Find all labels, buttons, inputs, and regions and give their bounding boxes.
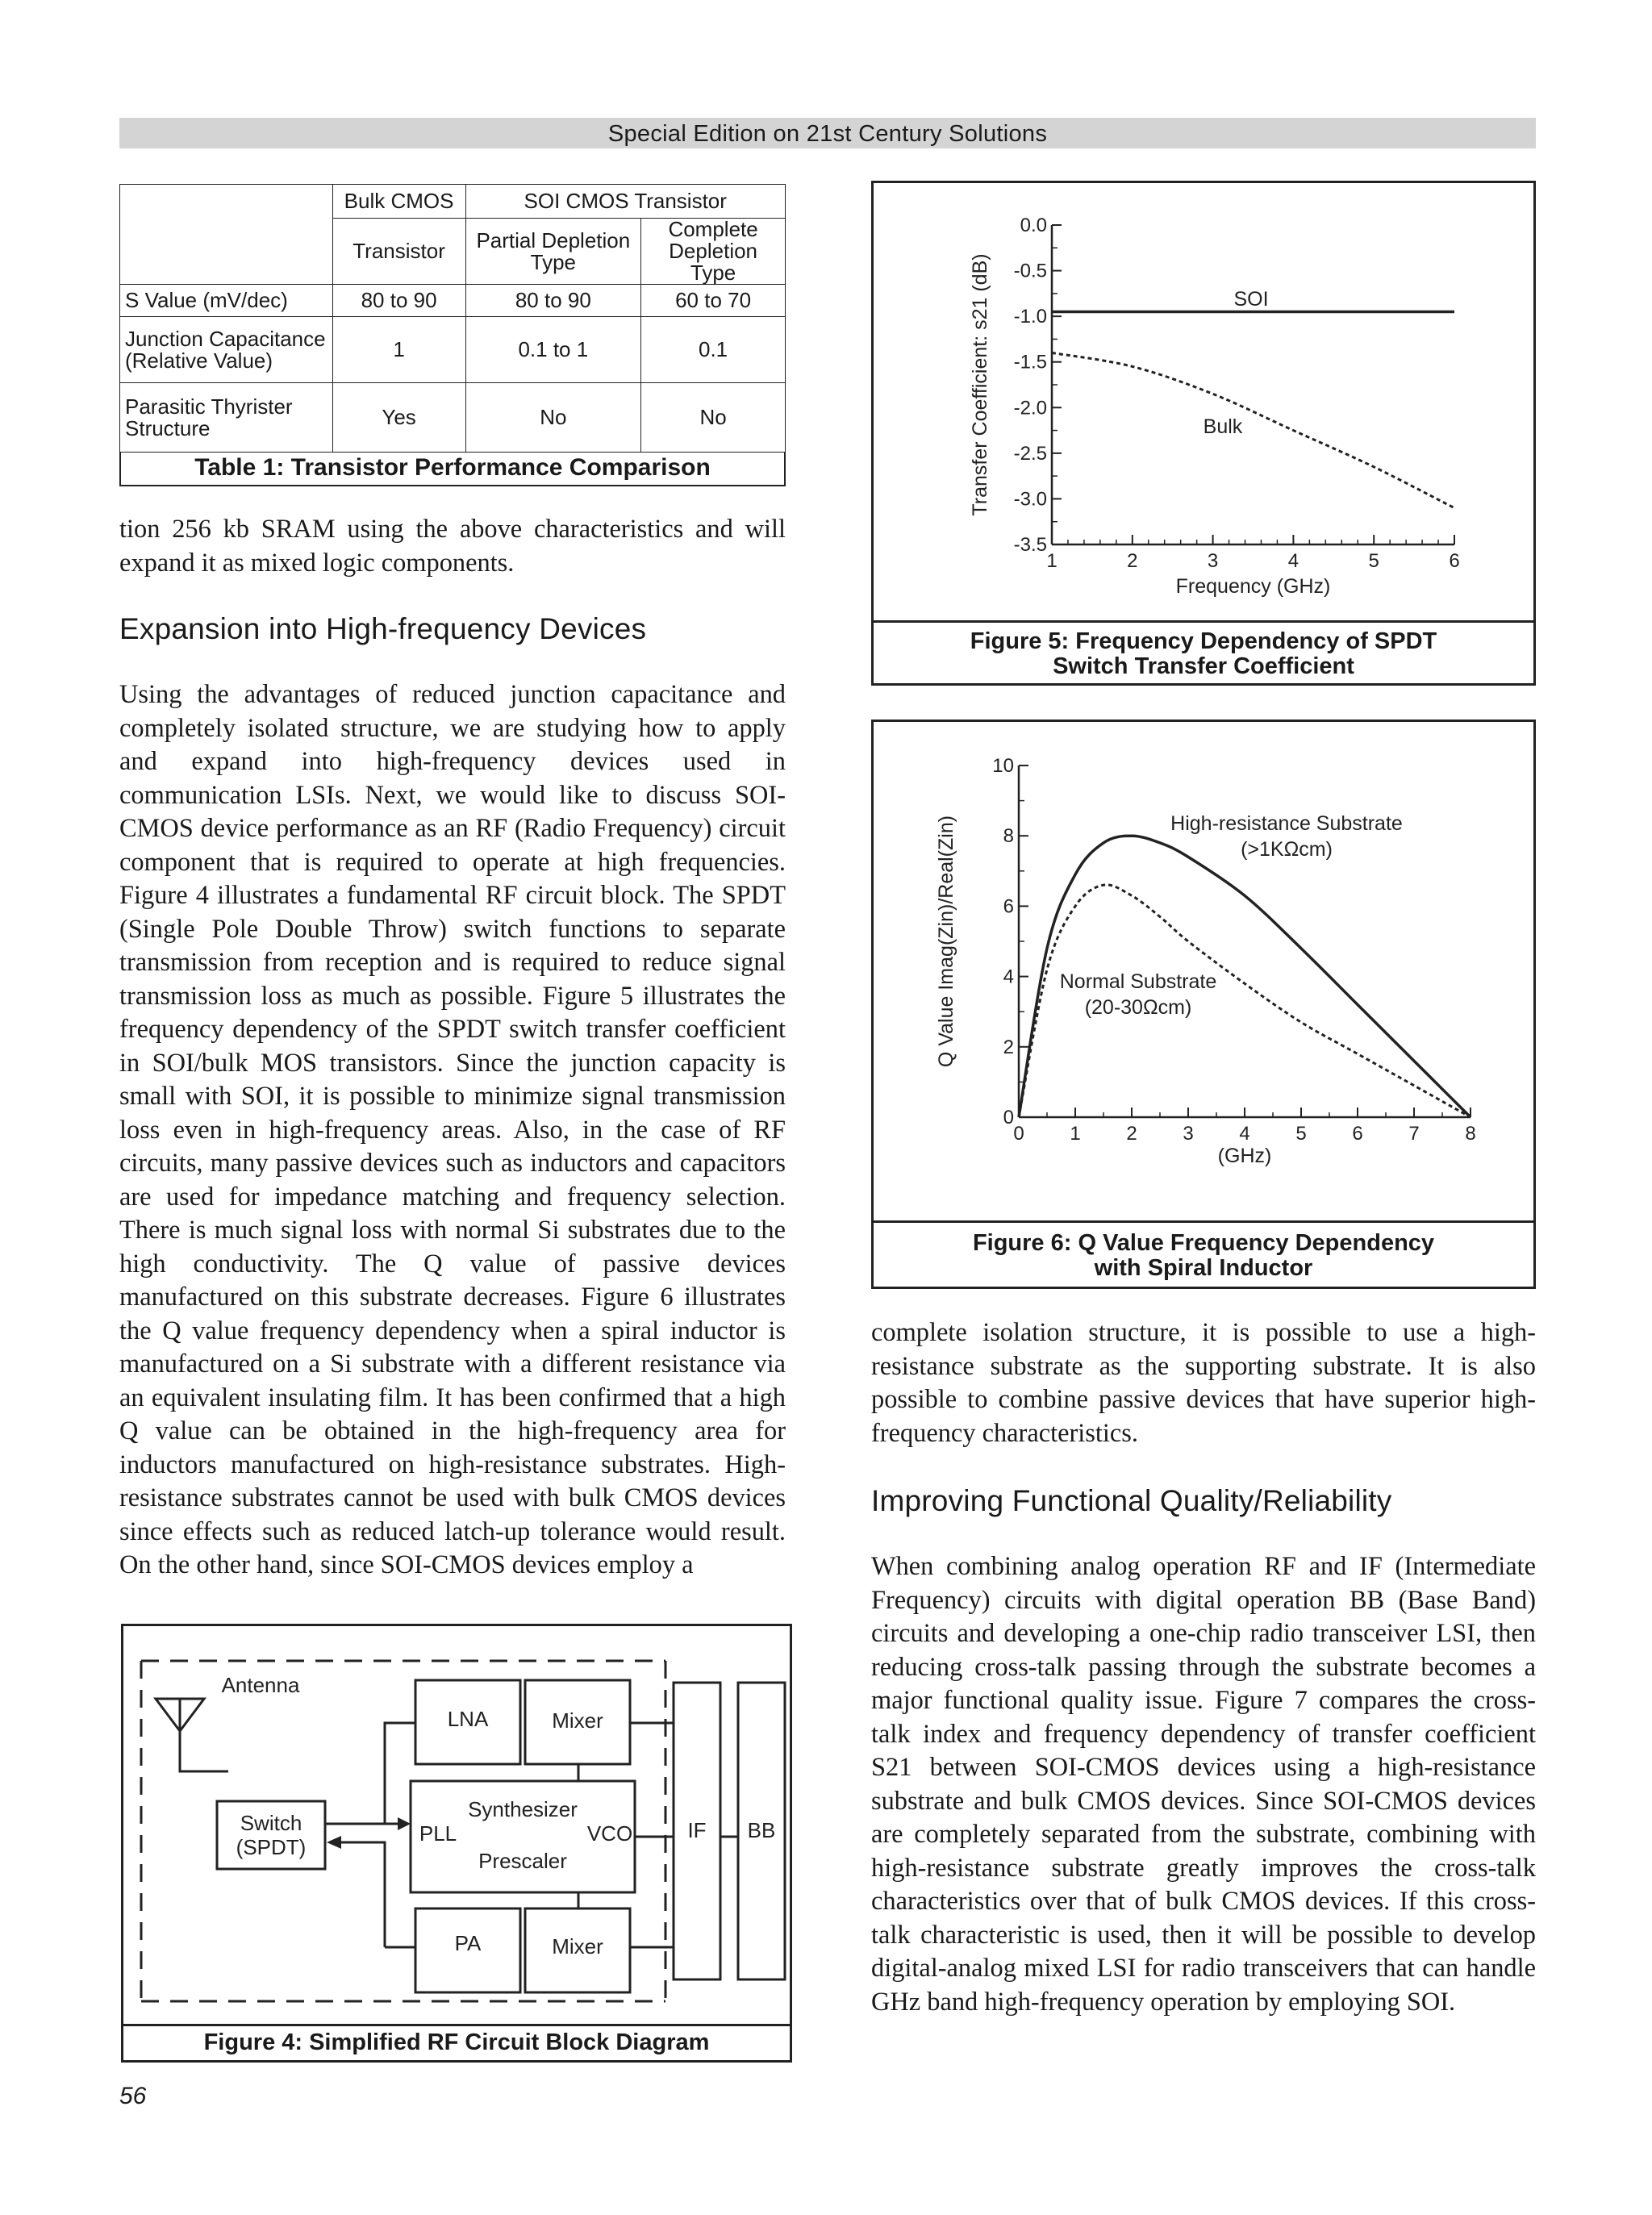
running-header <box>119 118 1536 148</box>
right-column <box>871 1316 1536 2019</box>
x-axis-label: Frequency (GHz) <box>1175 575 1331 598</box>
table-cell: 60 to 70 <box>641 285 786 317</box>
y-tick-label: 8 <box>1003 825 1014 848</box>
series-line-dashed <box>1052 352 1454 507</box>
table-caption: Table 1: Transistor Performance Comparison <box>119 453 786 486</box>
figure-4-caption: Figure 4: Simplified RF Circuit Block Diagram <box>123 2024 790 2060</box>
switch-label-line1: Switch <box>240 1811 302 1835</box>
y-tick-label: 2 <box>1003 1036 1014 1058</box>
x-tick-label: 2 <box>1126 1123 1137 1145</box>
table-cell: 0.1 <box>641 317 786 383</box>
y-tick-label: 0 <box>1003 1107 1014 1128</box>
if-label: IF <box>687 1818 707 1842</box>
rf-block-diagram <box>123 1626 790 2021</box>
section-heading-quality: Improving Functional Quality/Reliability <box>871 1484 1392 1517</box>
x-tick-label: 0 <box>1013 1123 1024 1145</box>
left-column <box>119 513 786 1583</box>
x-tick-label: 4 <box>1239 1123 1250 1145</box>
y-tick-label: 0.0 <box>1020 215 1047 236</box>
table-cell: 1 <box>332 317 465 383</box>
x-tick-label: 1 <box>1046 550 1058 572</box>
body-paragraph: Using the advantages of reduced junction capacitance and completely isolated structure, we are studying how to apply and expand into high-frequency devices used in communication LSIs. Next, we would like to discuss SOI-CMOS device performance as an RF (Radio Frequency) circuit component that is required to operate at high frequencies. Figure 4 illustrates a fundamental RF circuit block. The SPDT (Single Pole Double Throw) switch functions to separate transmission from reception and is required to reduce signal transmission loss as much as possible. Figure 5 illustrates the frequency dependency of the SPDT switch transfer coefficient in SOI/bulk MOS transistors. Since the junction capacity is small with SOI, it is possible to minimize signal transmission loss even in high-frequency areas. Also, in the case of RF circuits, many passive devices such as inductors and capacitors are used for impedance matching and frequency selection. There is much signal loss with normal Si substrates due to the high conductivity. The Q value of passive devices manufactured on this substrate decreases. Figure 6 illustrates the Q value frequency dependency when a spiral inductor is manufactured on a Si substrate with a different resistance via an equivalent insulating film. It has been confirmed that a high Q value can be obtained in the high-frequency area for inductors manufactured on high-resistance substrates. High-resistance substrates cannot be used with bulk CMOS devices since effects such as reduced latch-up tolerance would result. On the other hand, since SOI-CMOS devices employ a <box>119 680 786 1579</box>
figure-5 <box>871 181 1536 686</box>
x-tick-label: 1 <box>1070 1123 1081 1145</box>
mixer-top-label: Mixer <box>552 1708 603 1733</box>
table-header-bulk: Bulk CMOS <box>332 185 465 219</box>
table-cell: No <box>641 383 786 453</box>
figure-6-chart <box>874 722 1533 1224</box>
table-header-soi: SOI CMOS Transistor <box>465 185 786 219</box>
bb-label: BB <box>747 1818 776 1842</box>
series-label-line2: (>1KΩcm) <box>1241 838 1333 861</box>
y-tick-label: -1.0 <box>1013 306 1047 328</box>
x-tick-label: 4 <box>1287 550 1299 572</box>
x-tick-label: 6 <box>1352 1123 1363 1145</box>
y-tick-label: -2.0 <box>1013 397 1047 419</box>
transistor-comparison-table <box>119 184 786 486</box>
table-cell: 0.1 to 1 <box>465 317 641 383</box>
x-tick-label: 6 <box>1449 550 1460 572</box>
page-number: 56 <box>119 2083 147 2109</box>
figure-6-caption-line1: Figure 6: Q Value Frequency Dependency <box>972 1230 1435 1256</box>
figure-5-caption <box>874 620 1533 683</box>
switch-label-line2: (SPDT) <box>236 1835 307 1859</box>
x-tick-label: 3 <box>1183 1123 1194 1145</box>
table-cell: Yes <box>332 383 465 453</box>
y-tick-label: -3.5 <box>1013 534 1047 556</box>
lna-label: LNA <box>447 1707 489 1731</box>
x-tick-label: 7 <box>1408 1123 1420 1145</box>
x-tick-label: 2 <box>1127 550 1138 572</box>
table-subheader-complete: Complete Depletion Type <box>641 219 786 285</box>
series-label: Normal Substrate <box>1059 970 1217 993</box>
pll-label: PLL <box>419 1821 457 1846</box>
table-row <box>120 383 786 453</box>
table-subheader-transistor: Transistor <box>332 219 465 285</box>
figure-5-caption-line2: Switch Transfer Coefficient <box>1053 653 1354 679</box>
figure-6-caption-line2: with Spiral Inductor <box>1094 1255 1313 1281</box>
y-axis-label: Q Value Imag(Zin)/Real(Zin) <box>935 815 957 1068</box>
series-label-line2: (20-30Ωcm) <box>1084 996 1192 1019</box>
table-row <box>120 285 786 317</box>
series-label: SOI <box>1233 288 1269 311</box>
figure-4 <box>121 1624 792 2063</box>
figure-5-caption-line1: Figure 5: Frequency Dependency of SPDT <box>970 628 1437 654</box>
pa-label: PA <box>454 1931 482 1955</box>
vco-label: VCO <box>586 1821 633 1846</box>
y-tick-label: 4 <box>1003 966 1014 988</box>
table-row <box>120 317 786 383</box>
y-tick-label: -3.0 <box>1013 488 1047 511</box>
table-corner-cell <box>120 185 333 285</box>
table-cell: 80 to 90 <box>332 285 465 317</box>
x-axis-label: (GHz) <box>1217 1145 1272 1167</box>
running-header-title: Special Edition on 21st Century Solutions <box>607 121 1048 147</box>
prescaler-label: Prescaler <box>478 1849 567 1873</box>
x-tick-label: 3 <box>1207 550 1219 572</box>
y-axis-label: Transfer Coefficient: s21 (dB) <box>969 253 991 516</box>
mixer-bottom-label: Mixer <box>552 1934 603 1958</box>
synthesizer-label: Synthesizer <box>468 1797 578 1821</box>
figure-6-caption <box>874 1220 1533 1287</box>
y-tick-label: -0.5 <box>1013 260 1047 282</box>
series-label: High-resistance Substrate <box>1170 812 1403 835</box>
table-row-label: S Value (mV/dec) <box>120 285 333 317</box>
series-label: Bulk <box>1203 415 1243 438</box>
body-paragraph: When combining analog operation RF and IF (Intermediate Frequency) circuits with digital operation BB (Base Band) circuits and developing a one-chip radio transceiver LSI, then reducing cross-talk passing through the substrate becomes a major functional quality issue. Figure 7 compares the cross-talk index and frequency dependency of transfer coefficient S21 between SOI-CMOS devices using a high-resistance substrate and bulk CMOS devices. Since SOI-CMOS devices are completely separated from the substrate, combining with high-resistance substrate greatly improves the cross-talk characteristics over that of bulk CMOS devices. If this cross-talk characteristic is used, then it will be possible to develop digital-analog mixed LSI for radio transceivers that can handle GHz band high-frequency operation by employing SOI. <box>871 1552 1536 2017</box>
antenna-label: Antenna <box>221 1673 300 1697</box>
table-row-label: Parasitic Thyrister Structure <box>120 383 333 453</box>
x-tick-label: 8 <box>1465 1123 1476 1145</box>
table-row-label: Junction Capacitance (Relative Value) <box>120 317 333 383</box>
figure-6 <box>871 720 1536 1289</box>
y-tick-label: -1.5 <box>1013 351 1047 373</box>
table-cell: No <box>465 383 641 453</box>
x-tick-label: 5 <box>1368 550 1379 572</box>
figure-5-chart <box>874 183 1533 622</box>
x-tick-label: 5 <box>1295 1123 1307 1145</box>
section-heading-high-frequency: Expansion into High-frequency Devices <box>119 612 647 645</box>
table-cell: 80 to 90 <box>465 285 641 317</box>
body-paragraph: complete isolation structure, it is possible to use a high-resistance substrate as the supporting substrate. It is also possible to combine passive devices that have superior high-frequency characteristics. <box>871 1318 1536 1448</box>
y-tick-label: 10 <box>992 755 1014 777</box>
intro-paragraph: tion 256 kb SRAM using the above characteristics and will expand it as mixed logic components. <box>119 515 786 578</box>
y-tick-label: -2.5 <box>1013 442 1047 465</box>
table-subheader-partial: Partial Depletion Type <box>465 219 641 285</box>
y-tick-label: 6 <box>1003 895 1014 918</box>
